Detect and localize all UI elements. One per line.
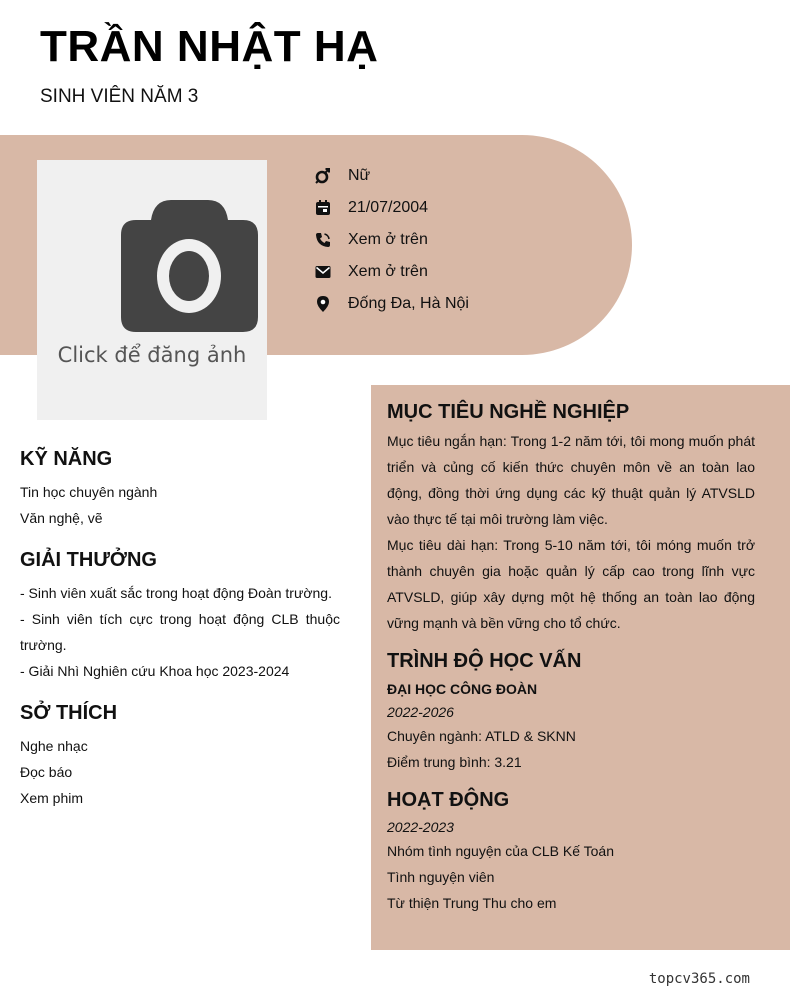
hobby-item: Xem phim [20, 790, 84, 806]
info-gender-text: Nữ [348, 167, 371, 184]
education-gpa: Điểm trung bình: 3.21 [387, 754, 522, 770]
award-item: - Giải Nhì Nghiên cứu Khoa học 2023-2024 [20, 663, 290, 679]
education-major: Chuyên ngành: ATLD & SKNN [387, 728, 576, 744]
right-column [371, 385, 790, 950]
skills-heading: KỸ NĂNG [20, 448, 113, 470]
photo-upload[interactable] [37, 160, 267, 420]
awards-heading: GIẢI THƯỞNG [20, 549, 157, 571]
info-gender [314, 160, 469, 192]
education-heading: TRÌNH ĐỘ HỌC VẤN [387, 650, 582, 672]
left-column [20, 448, 340, 829]
info-address [314, 288, 469, 320]
candidate-title: SINH VIÊN NĂM 3 [40, 86, 199, 107]
watermark: topcv365.com [648, 971, 750, 987]
activities-years: 2022-2023 [387, 819, 454, 835]
activity-item: Từ thiện Trung Thu cho em [387, 895, 557, 911]
info-birthday-text: 21/07/2004 [348, 199, 429, 216]
objective-heading: MỤC TIÊU NGHỀ NGHIỆP [387, 401, 630, 423]
activity-item: Tình nguyện viên [387, 869, 495, 885]
info-phone [314, 224, 469, 256]
gender-icon [314, 167, 332, 185]
objective-short-term: Mục tiêu ngắn hạn: Trong 1-2 năm tới, tôi mong muốn phát triển và củng cố kiến thức chuyên môn về an toàn lao động, đồng thời ứng dụng các kỹ thuật quản lý ATVSLD vào thực tế tại môi trường làm việc. [387, 433, 755, 527]
award-item: - Sinh viên xuất sắc trong hoạt động Đoàn trường. [20, 585, 332, 601]
school-name: ĐẠI HỌC CÔNG ĐOÀN [387, 681, 538, 697]
award-item: - Sinh viên tích cực trong hoạt động CLB thuộc trường. [20, 611, 340, 653]
calendar-icon [314, 199, 332, 217]
info-birthday [314, 192, 469, 224]
envelope-icon [314, 263, 332, 281]
education-years: 2022-2026 [387, 704, 454, 720]
contact-info [314, 160, 469, 320]
activity-item: Nhóm tình nguyện của CLB Kế Toán [387, 843, 615, 859]
skills-section [20, 448, 340, 531]
skill-item: Văn nghệ, vẽ [20, 510, 103, 526]
skill-item: Tin học chuyên ngành [20, 484, 158, 500]
candidate-name: TRẦN NHẬT HẠ [40, 22, 379, 71]
map-pin-icon [314, 295, 332, 313]
info-phone-text: Xem ở trên [348, 231, 428, 248]
info-email-text: Xem ở trên [348, 263, 428, 280]
photo-upload-label: Click để đăng ảnh [57, 343, 247, 367]
hobby-item: Nghe nhạc [20, 738, 88, 754]
hobbies-section [20, 702, 340, 811]
info-address-text: Đống Đa, Hà Nội [348, 295, 469, 312]
activities-section [387, 789, 755, 916]
phone-icon [314, 231, 332, 249]
info-email [314, 256, 469, 288]
camera-icon [121, 198, 258, 334]
hobbies-heading: SỞ THÍCH [20, 702, 118, 724]
education-section [387, 650, 755, 775]
objective-section [387, 401, 755, 636]
hobby-item: Đọc báo [20, 764, 73, 780]
objective-long-term: Mục tiêu dài hạn: Trong 5-10 năm tới, tôi móng muốn trở thành chuyên gia hoặc quản lý cấp cao trong lĩnh vực ATVSLD, giúp xây dựng một hệ thống an toàn lao động vững mạnh và bền vững cho tổ chức. [387, 537, 755, 631]
activities-heading: HOẠT ĐỘNG [387, 789, 510, 811]
awards-section [20, 549, 340, 684]
